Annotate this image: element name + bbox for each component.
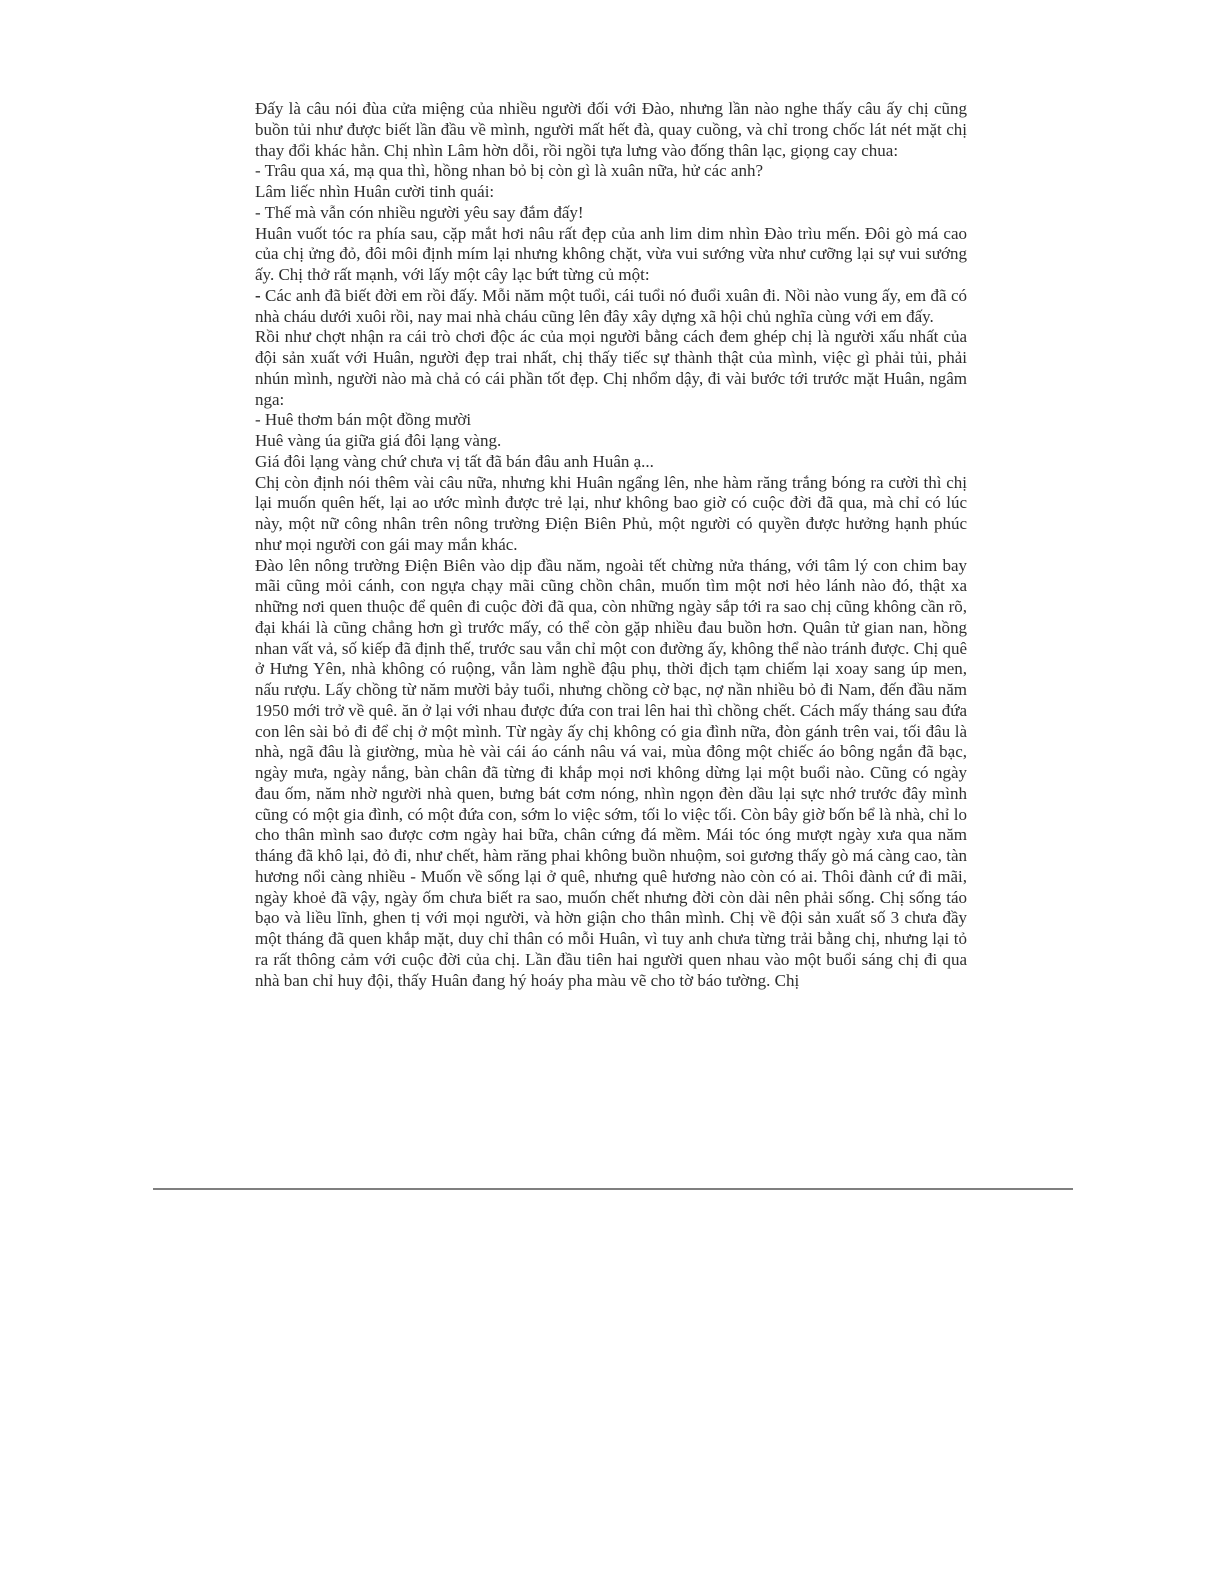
paragraph: Huê vàng úa giữa giá đôi lạng vàng. [255,431,502,450]
paragraph: Giá đôi lạng vàng chứ chưa vị tất đã bán đâu anh Huân ạ... [255,451,654,471]
paragraph [255,286,967,328]
divider-line [153,1188,1073,1190]
paragraph: - Thế mà vẫn cón nhiều người yêu say đắm đấy! [255,202,584,222]
paragraph: Lâm liếc nhìn Huân cười tinh quái: [255,182,495,201]
paragraph: Đào lên nông trường Điện Biên vào dịp đầu năm, ngoài tết chừng nửa tháng, với tâm lý con chim bay mãi cũng mỏi cánh, con ngựa chạy mãi cũng chồn chân, muốn tìm một nơi hẻo lánh nào đó, thật xa những nơi quen thuộc để quên đi cuộc đời đã qua, còn những ngày sắp tới ra sao chị cũng không cần rõ, đại khái là cũng chẳng hơn gì trước mấy, có thể còn gặp nhiều đau buồn hơn. Quân tử gian nan, hồng nhan vất vả, số kiếp đã định thế, trước sau vẫn chỉ một con đường ấy, không thể nào tránh được. Chị quê ở Hưng Yên, nhà không có ruộng, vẫn làm nghề đậu phụ, thời địch tạm chiếm lại xoay sang úp men, nấu rượu. Lấy chồng từ năm mười bảy tuổi, nhưng chồng cờ bạc, nợ nần nhiều bỏ đi Nam, đến đầu năm 1950 mới trở về quê. ăn ở lại với nhau được đứa con trai lên hai thì chồng chết. Cách mấy tháng sau đứa con lên sài bỏ đi để chị ở một mình. Từ ngày ấy chị không có gia đình nữa, đòn gánh trên vai, tối đâu là nhà, ngã đâu là giường, mùa hè vài cái áo cánh nâu vá vai, mùa đông một chiếc áo bông ngắn đã bạc, ngày mưa, ngày nắng, bàn chân đã từng đi khắp mọi nơi không dừng lại một buổi nào. Cũng có ngày đau ốm, năm nhờ người nhà quen, bưng bát cơm nóng, nhìn ngọn đèn dầu lại sực nhớ trước đây mình cũng có một gia đình, có một đứa con, sớm lo việc sớm, tối lo việc tối. Còn bây giờ bốn bể là nhà, chỉ lo cho thân mình sao được cơm ngày hai bữa, chân cứng đá mềm. Mái tóc óng mượt ngày xưa qua năm tháng đã khô lại, đỏ đi, như chết, hàm răng phai không buồn nhuộm, soi gương thấy gò má càng cao, tàn hương nổi càng nhiều - Muốn về sống lại ở quê, nhưng quê hương nào còn có ai. Thôi đành cứ đi mãi, ngày khoẻ đã vậy, ngày ốm chưa biết ra sao, muốn chết nhưng đời còn dài nên phải sống. Chị sống táo bạo và liều lĩnh, ghen tị với mọi người, và hờn giận cho thân mình. Chị về đội sản xuất số 3 chưa đầy một tháng đã quen khắp mặt, duy chỉ thân có mỗi Huân, vì tuy anh chưa từng trải bằng chị, nhưng lại tỏ ra rất thông cảm với cuộc đời của chị. Lần đầu tiên hai người quen nhau vào một buổi sáng chị đi qua nhà ban chỉ huy đội, thấy Huân đang hý hoáy pha màu vẽ cho tờ báo tường. Chị [255,555,967,990]
paragraph: Huân vuốt tóc ra phía sau, cặp mắt hơi nâu rất đẹp của anh lim dim nhìn Đào trìu mến. Đôi gò má cao của chị ửng đỏ, đôi môi định mím lại nhưng không chặt, vừa vui sướng vừa như cưỡng lại sự vui sướng ấy. Chị thở rất mạnh, với lấy một cây lạc bứt từng củ một: [255,223,967,284]
paragraph-text: Các anh đã biết đời em rồi đấy. Mỗi năm một tuổi, cái tuổi nó đuổi xuân đi. Nồi nào vung ấy, em đã có nhà cháu dưới xuôi rồi, nay mai nhà cháu cũng lên đây xây dựng xã hội chủ nghĩa cùng với em đấy. [255,285,967,326]
paragraph: Đấy là câu nói đùa cửa miệng của nhiều người đối với Đào, nhưng lần nào nghe thấy câu ấy chị cũng buồn tủi như được biết lần đầu về mình, người mất hết đà, quay cuồng, và chỉ trong chốc lát nét mặt chị thay đổi khác hẳn. Chị nhìn Lâm hờn dỗi, rồi ngồi tựa lưng vào đống thân lạc, giọng cay chua: [255,99,967,160]
paragraph: Chị còn định nói thêm vài câu nữa, nhưng khi Huân ngẩng lên, nhe hàm răng trắng bóng ra cười thì chị lại muốn quên hết, lại ao ước mình được trẻ lại, như không bao giờ có cuộc đời đã qua, mà chỉ có lúc này, một nữ công nhân trên nông trường Điện Biên Phủ, một người có quyền được hưởng hạnh phúc như mọi người con gái may mắn khác. [255,472,967,554]
paragraph: Rồi như chợt nhận ra cái trò chơi độc ác của mọi người bằng cách đem ghép chị là người xấu nhất của đội sản xuất với Huân, người đẹp trai nhất, chị thấy tiếc sự thành thật của mình, việc gì phải tủi, phải nhún mình, người nào mà chả có cái phần tốt đẹp. Chị nhổm dậy, đi vài bước tới trước mặt Huân, ngâm nga: [255,327,967,409]
paragraph: - Huê thơm bán một đồng mười [255,410,472,430]
paragraph: - Trâu qua xá, mạ qua thì, hồng nhan bỏ bị còn gì là xuân nữa, hử các anh? [255,161,763,181]
paragraph-lead-dash: - [255,285,261,305]
document-text-block [255,99,967,991]
